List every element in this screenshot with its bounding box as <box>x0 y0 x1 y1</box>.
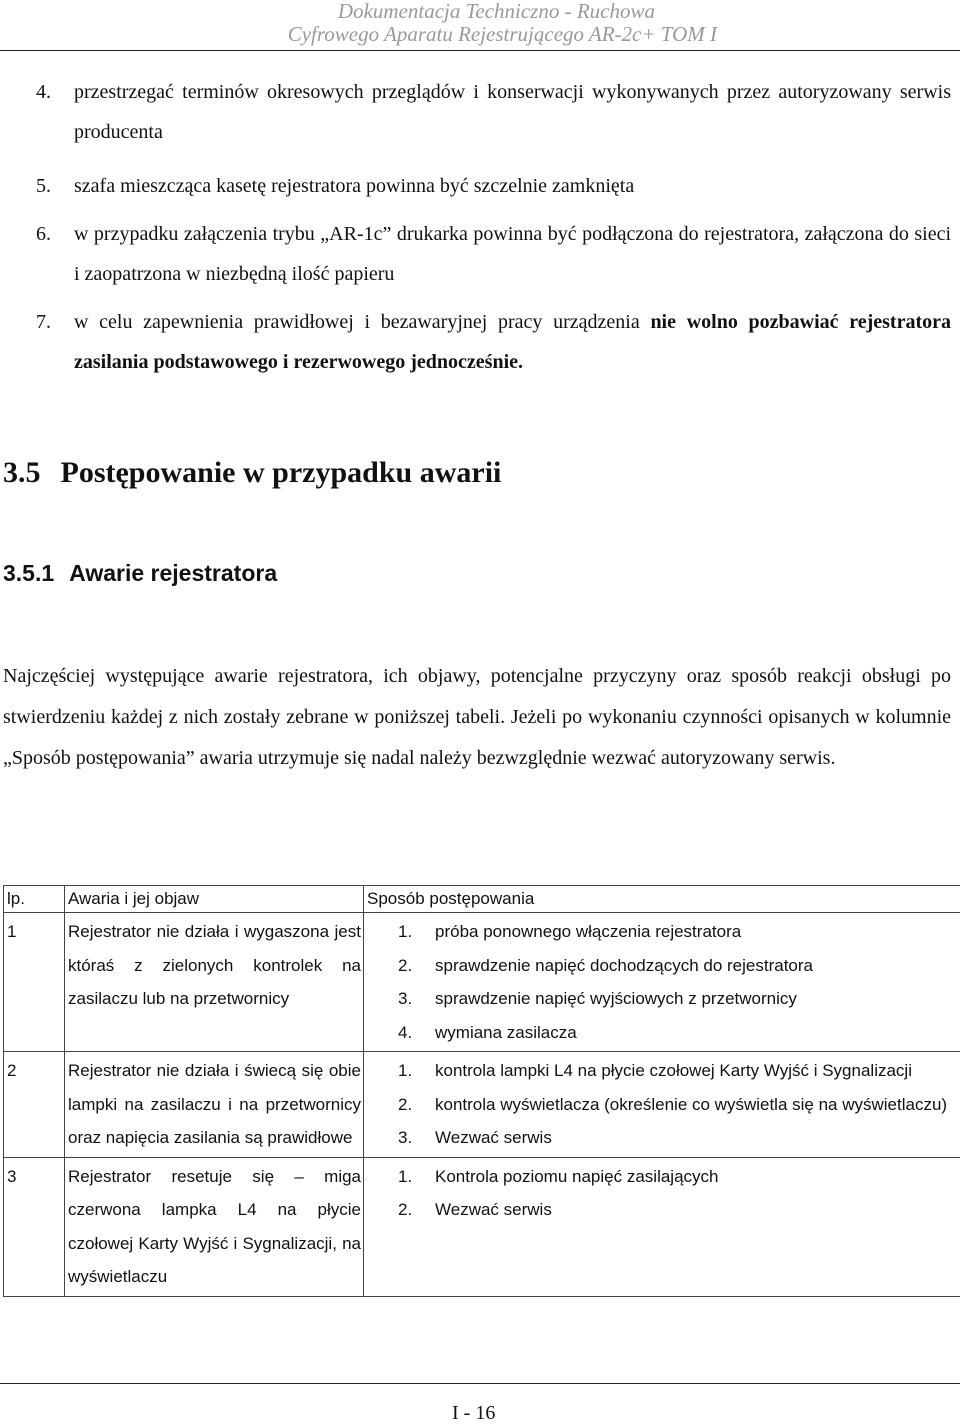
step-item <box>367 1160 959 1194</box>
header-device-name: Cyfrowego Aparatu Rejestrującego AR-2c+ TOM I <box>288 22 717 47</box>
list-item-text: szafa mieszcząca kasetę rejestratora powinna być szczelnie zamknięta <box>74 166 951 206</box>
step-text: Wezwać serwis <box>435 1128 552 1147</box>
list-item-number: 5. <box>36 166 51 206</box>
cell-lp: 1 <box>4 913 65 1052</box>
list-item-text-regular: w celu zapewnienia prawidłowej i bezawaryjnej pracy urządzenia <box>74 311 650 333</box>
steps-list <box>367 1054 959 1155</box>
page-number: I - 16 <box>452 1402 495 1425</box>
step-item <box>367 915 959 949</box>
step-text: próba ponownego włączenia rejestratora <box>435 922 741 941</box>
steps-list <box>367 915 959 1049</box>
step-number: 1. <box>398 1160 412 1194</box>
list-item <box>36 72 951 152</box>
cell-sposob <box>364 913 960 1052</box>
cell-awaria: Rejestrator nie działa i wygaszona jest któraś z zielonych kontrolek na zasilaczu lub na przetwornicy <box>68 915 361 1016</box>
cell-awaria: Rejestrator resetuje się – miga czerwona lampka L4 na płycie czołowej Karty Wyjść i Sygnalizacji, na wyświetlaczu <box>68 1160 361 1294</box>
step-number: 3. <box>398 982 412 1016</box>
step-number: 3. <box>398 1121 412 1155</box>
table-row <box>4 913 960 1052</box>
step-text: kontrola lampki L4 na płycie czołowej Karty Wyjść i Sygnalizacji <box>435 1061 912 1080</box>
intro-paragraph: Najczęściej występujące awarie rejestratora, ich objawy, potencjalne przyczyny oraz sposób reakcji obsługi po stwierdzeniu każdej z nich zostały zebrane w poniższej tabeli. Jeżeli po wykonaniu czynności opisanych w kolumnie „Sposób postępowania” awaria utrzymuje się nadal należy bezwzględnie wezwać autoryzowany serwis. <box>3 656 951 779</box>
list-item-text: w przypadku załączenia trybu „AR-1c” drukarka powinna być podłączona do rejestratora, załączona do sieci i zaopatrzona w niezbędną ilość papieru <box>74 214 951 294</box>
step-item <box>367 949 959 983</box>
step-item <box>367 1054 959 1088</box>
page-header <box>0 0 960 51</box>
page-footer <box>0 1383 960 1426</box>
table-header-row <box>4 886 960 913</box>
cell-lp: 3 <box>4 1157 65 1296</box>
subsection-title: Awarie rejestratora <box>69 560 277 586</box>
step-item <box>367 1088 959 1122</box>
list-item-text-bold: nie wolno pozbawiać rejestratora zasilania podstawowego i rezerwowego jednocześnie. <box>74 311 951 373</box>
header-cell-awaria: Awaria i jej objaw <box>65 886 364 913</box>
header-cell-sposob: Sposób postępowania <box>364 886 960 913</box>
step-text: wymiana zasilacza <box>435 1023 577 1042</box>
subsection-number: 3.5.1 <box>3 560 54 586</box>
cell-awaria: Rejestrator nie działa i świecą się obie lampki na zasilaczu i na przetwornicy oraz napięcia zasilania są prawidłowe <box>68 1054 361 1155</box>
cell-sposob <box>364 1157 960 1296</box>
list-item <box>36 166 951 206</box>
list-item-number: 7. <box>36 302 51 342</box>
cell-lp: 2 <box>4 1052 65 1158</box>
subsection-heading <box>3 560 277 587</box>
step-item <box>367 1121 959 1155</box>
step-text: Wezwać serwis <box>435 1200 552 1219</box>
step-text: sprawdzenie napięć wyjściowych z przetwornicy <box>435 989 797 1008</box>
steps-list <box>367 1160 959 1227</box>
header-cell-lp: lp. <box>4 886 65 913</box>
list-item <box>36 302 951 382</box>
failures-table <box>3 885 960 1297</box>
step-text: Kontrola poziomu napięć zasilających <box>435 1167 719 1186</box>
section-title: Postępowanie w przypadku awarii <box>61 456 502 489</box>
cell-sposob <box>364 1052 960 1158</box>
step-item <box>367 1193 959 1227</box>
step-number: 1. <box>398 1054 412 1088</box>
step-number: 2. <box>398 1193 412 1227</box>
step-number: 2. <box>398 949 412 983</box>
requirements-list <box>36 72 951 396</box>
list-item <box>36 214 951 294</box>
step-number: 2. <box>398 1088 412 1122</box>
list-item-number: 6. <box>36 214 51 254</box>
step-text: sprawdzenie napięć dochodzących do rejestratora <box>435 956 813 975</box>
list-item-number: 4. <box>36 72 51 112</box>
list-item-text: przestrzegać terminów okresowych przeglądów i konserwacji wykonywanych przez autoryzowany serwis producenta <box>74 72 951 152</box>
list-item-text <box>74 302 951 382</box>
step-text: kontrola wyświetlacza (określenie co wyświetla się na wyświetlaczu) <box>435 1095 947 1114</box>
step-number: 1. <box>398 915 412 949</box>
header-doc-title: Dokumentacja Techniczno - Ruchowa <box>338 0 655 24</box>
step-item <box>367 1016 959 1050</box>
step-number: 4. <box>398 1016 412 1050</box>
table-row <box>4 1157 960 1296</box>
step-item <box>367 982 959 1016</box>
section-number: 3.5 <box>3 456 41 489</box>
section-heading <box>3 456 501 490</box>
table-row <box>4 1052 960 1158</box>
